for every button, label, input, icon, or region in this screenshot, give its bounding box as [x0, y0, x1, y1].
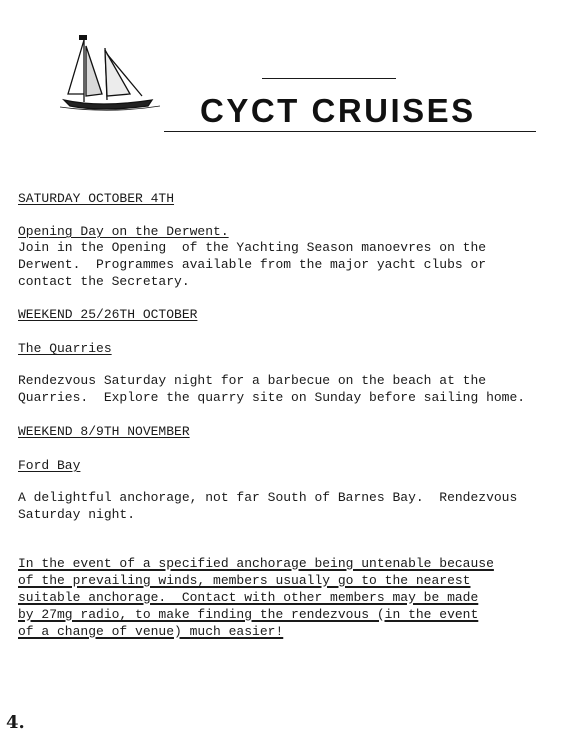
anchorage-note: [18, 555, 538, 640]
event-place: Ford Bay: [18, 458, 81, 473]
event-date: WEEKEND 25/26TH OCTOBER: [18, 307, 198, 322]
page-title: CYCT CRUISES: [200, 92, 476, 129]
page-number: 4.: [6, 712, 25, 733]
title-rule-bottom: [164, 131, 536, 132]
note-line: by 27mg radio, to make finding the rendezvous (in the event: [18, 607, 479, 622]
event-description-line: Join in the Opening of the Yachting Season manoevres on the: [18, 240, 487, 255]
note-line: In the event of a specified anchorage being untenable because: [18, 556, 494, 571]
event-place: Opening Day on the Derwent.: [18, 224, 229, 239]
event-date: SATURDAY OCTOBER 4TH: [18, 191, 175, 206]
event-description-line: Rendezvous Saturday night for a barbecue on the beach at the: [18, 373, 487, 388]
event-description-line: Saturday night.: [18, 507, 136, 522]
title-rule-top: [262, 78, 396, 79]
event-place: The Quarries: [18, 341, 112, 356]
event-description-line: A delightful anchorage, not far South of Barnes Bay. Rendezvous: [18, 490, 518, 505]
event-description-line: Derwent. Programmes available from the major yacht clubs or: [18, 257, 487, 272]
sailboat-icon: [60, 34, 160, 112]
event-description-line: contact the Secretary.: [18, 274, 190, 289]
note-line: suitable anchorage. Contact with other members may be made: [18, 590, 479, 605]
event-description-line: Quarries. Explore the quarry site on Sunday before sailing home.: [18, 390, 526, 405]
note-line: of the prevailing winds, members usually go to the nearest: [18, 573, 471, 588]
event-date: WEEKEND 8/9TH NOVEMBER: [18, 424, 190, 439]
note-line: of a change of venue) much easier!: [18, 624, 284, 639]
